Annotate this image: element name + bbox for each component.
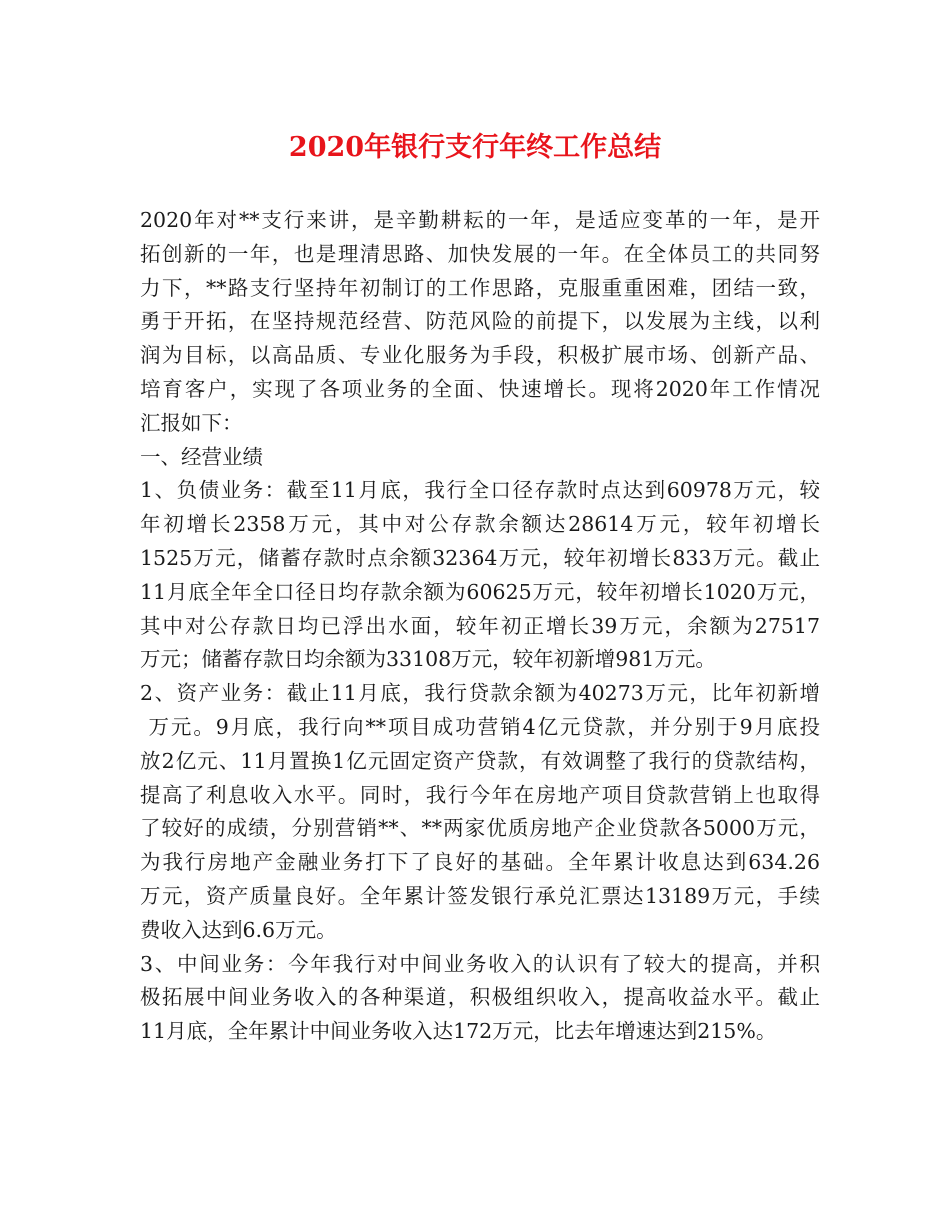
body-line: 11月底全年全口径日均存款余额为60625万元，较年初增长1020万元，	[140, 579, 820, 604]
body-line: 为我行房地产金融业务打下了良好的基础。全年累计收息达到634.26	[140, 850, 820, 875]
body-line: 2、资产业务：截止11月底，我行贷款余额为40273万元，比年初新增	[140, 681, 820, 706]
body-line: 万元；储蓄存款日均余额为33108万元，较年初新增981万元。	[140, 647, 716, 672]
body-line: 润为目标，以高品质、专业化服务为手段，积极扩展市场、创新产品、	[140, 343, 820, 368]
body-line: 培育客户，实现了各项业务的全面、快速增长。现将2020年工作情况	[140, 376, 820, 401]
body-line: 拓创新的一年，也是理清思路、加快发展的一年。在全体员工的共同努	[140, 241, 820, 266]
body-line: 提高了利息收入水平。同时，我行今年在房地产项目贷款营销上也取得	[140, 782, 820, 807]
body-line: 费收入达到6.6万元。	[140, 917, 337, 942]
body-line: 勇于开拓，在坚持规范经营、防范风险的前提下，以发展为主线，以利	[140, 309, 820, 334]
body-line: 1525万元，储蓄存款时点余额32364万元，较年初增长833万元。截止	[140, 545, 820, 570]
body-line: 1、负债业务：截至11月底，我行全口径存款时点达到60978万元，较	[140, 478, 820, 503]
body-line: 3、中间业务：今年我行对中间业务收入的认识有了较大的提高，并积	[140, 951, 820, 976]
body-line: 放2亿元、11月置换1亿元固定资产贷款，有效调整了我行的贷款结构，	[140, 748, 820, 773]
body-line: 汇报如下：	[140, 410, 243, 435]
document-title: 2020年银行支行年终工作总结	[288, 132, 662, 163]
body-line: 了较好的成绩，分别营销**、**两家优质房地产企业贷款各5000万元，	[140, 816, 820, 841]
document-body	[140, 204, 820, 1049]
body-line: 2020年对**支行来讲，是辛勤耕耘的一年，是适应变革的一年，是开	[140, 208, 820, 232]
body-line: 力下，**路支行坚持年初制订的工作思路，克服重重困难，团结一致，	[140, 275, 820, 300]
section-heading: 一、经营业绩	[140, 444, 263, 469]
body-line: 万元。9月底，我行向**项目成功营销4亿元贷款，并分别于9月底投	[140, 714, 820, 739]
body-line: 年初增长2358万元，其中对公存款余额达28614万元，较年初增长	[140, 512, 820, 537]
body-line: 万元，资产质量良好。全年累计签发银行承兑汇票达13189万元，手续	[140, 883, 820, 908]
body-line: 其中对公存款日均已浮出水面，较年初正增长39万元，余额为27517	[140, 613, 820, 638]
body-line: 极拓展中间业务收入的各种渠道，积极组织收入，提高收益水平。截止	[140, 985, 820, 1010]
body-line: 11月底，全年累计中间业务收入达172万元，比去年增速达到215%。	[140, 1019, 777, 1044]
